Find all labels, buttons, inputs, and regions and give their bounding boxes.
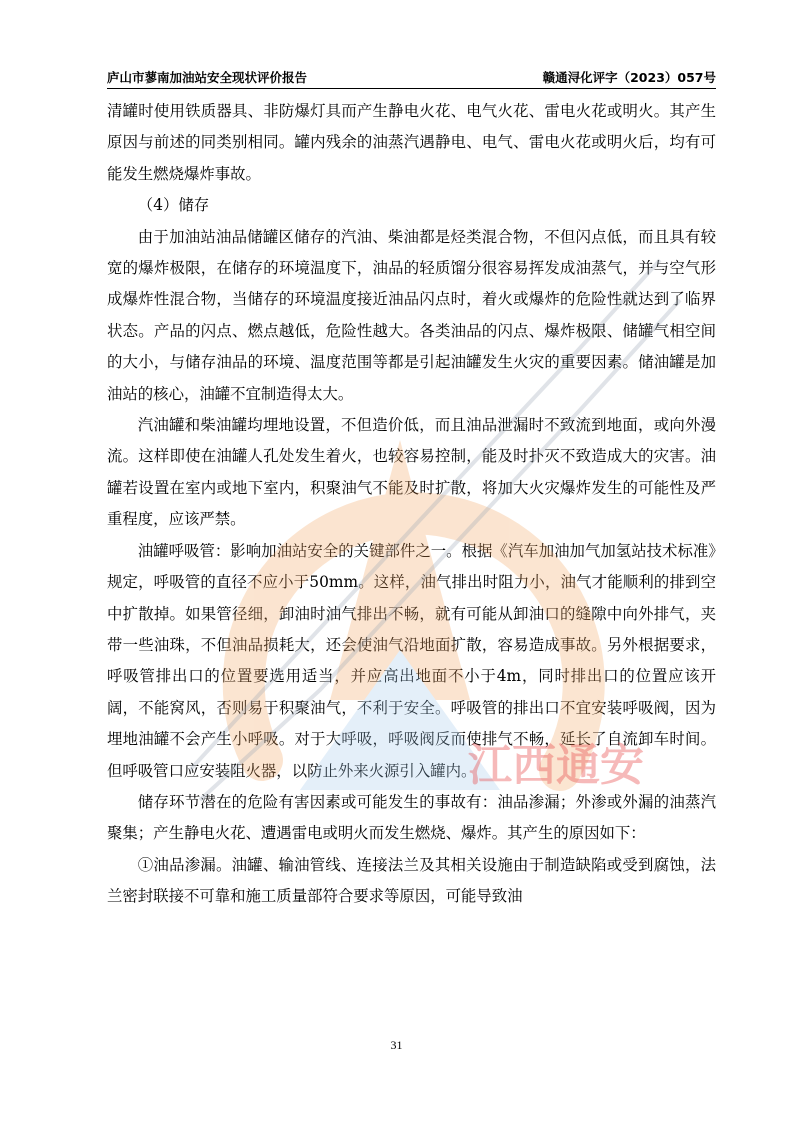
header-divider bbox=[107, 88, 716, 89]
page-header bbox=[107, 66, 716, 86]
paragraph: ①油品渗漏。油罐、输油管线、连接法兰及其相关设施由于制造缺陷或受到腐蚀，法兰密封联接不可靠和施工质量部符合要求等原因，可能导致油 bbox=[107, 855, 716, 906]
section-heading: （4）储存 bbox=[137, 196, 210, 215]
paragraph: 清罐时使用铁质器具、非防爆灯具而产生静电火花、电气火花、雷电火花或明火。其产生原因与前述的同类别相同。罐内残余的油蒸汽遇静电、电气、雷电火花或明火后，均有可能发生燃烧爆炸事故。 bbox=[107, 102, 716, 183]
body-text bbox=[107, 96, 716, 913]
paragraph: 由于加油站油品储罐区储存的汽油、柴油都是烃类混合物，不但闪点低，而且具有较宽的爆炸极限，在储存的环境温度下，油品的轻质馏分很容易挥发成油蒸气，并与空气形成爆炸性混合物，当储存的环境温度接近油品闪点时，着火或爆炸的危险性就达到了临界状态。产品的闪点、燃点越低，危险性越大。各类油品的闪点、爆炸极限、储罐气相空间的大小，与储存油品的环境、温度范围等都是引起油罐发生火灾的重要因素。储油罐是加油站的核心，油罐不宜制造得太大。 bbox=[107, 227, 716, 403]
page-number: 31 bbox=[390, 1038, 403, 1052]
paragraph: 油罐呼吸管：影响加油站安全的关键部件之一。根据《汽车加油加气加氢站技术标准》规定，呼吸管的直径不应小于50mm。这样，油气排出时阻力小，油气才能顺利的排到空中扩散掉。如果管径细，卸油时油气排出不畅，就有可能从卸油口的缝隙中向外排气，夹带一些油珠，不但油品损耗大，还会使油气沿地面扩散，容易造成事故。另外根据要求，呼吸管排出口的位置要选用适当，并应高出地面不小于4m，同时排出口的位置应该开阔，不能窝风，否则易于积聚油气，不利于安全。呼吸管的排出口不宜安装呼吸阀，因为埋地油罐不会产生小呼吸。对于大呼吸，呼吸阀反而使排气不畅，延长了自流卸车时间。但呼吸管口应安装阻火器，以防止外来火源引入罐内。 bbox=[107, 541, 716, 780]
watermark-text: 江西通安 bbox=[468, 740, 644, 791]
paragraph: 汽油罐和柴油罐均埋地设置，不但造价低，而且油品泄漏时不致流到地面，或向外漫流。这样即使在油罐人孔处发生着火，也较容易控制，能及时扑灭不致造成大的灾害。油罐若设置在室内或地下室内，积聚油气不能及时扩散，将加大火灾爆炸发生的可能性及严重程度，应该严禁。 bbox=[107, 416, 716, 529]
report-code: 赣通浔化评字（2023）057号 bbox=[542, 70, 716, 85]
report-title: 庐山市蓼南加油站安全现状评价报告 bbox=[107, 70, 308, 85]
paragraph: 储存环节潜在的危险有害因素或可能发生的事故有：油品渗漏；外渗或外漏的油蒸汽聚集；产生静电火花、遭遇雷电或明火而发生燃烧、爆炸。其产生的原因如下： bbox=[107, 792, 716, 843]
